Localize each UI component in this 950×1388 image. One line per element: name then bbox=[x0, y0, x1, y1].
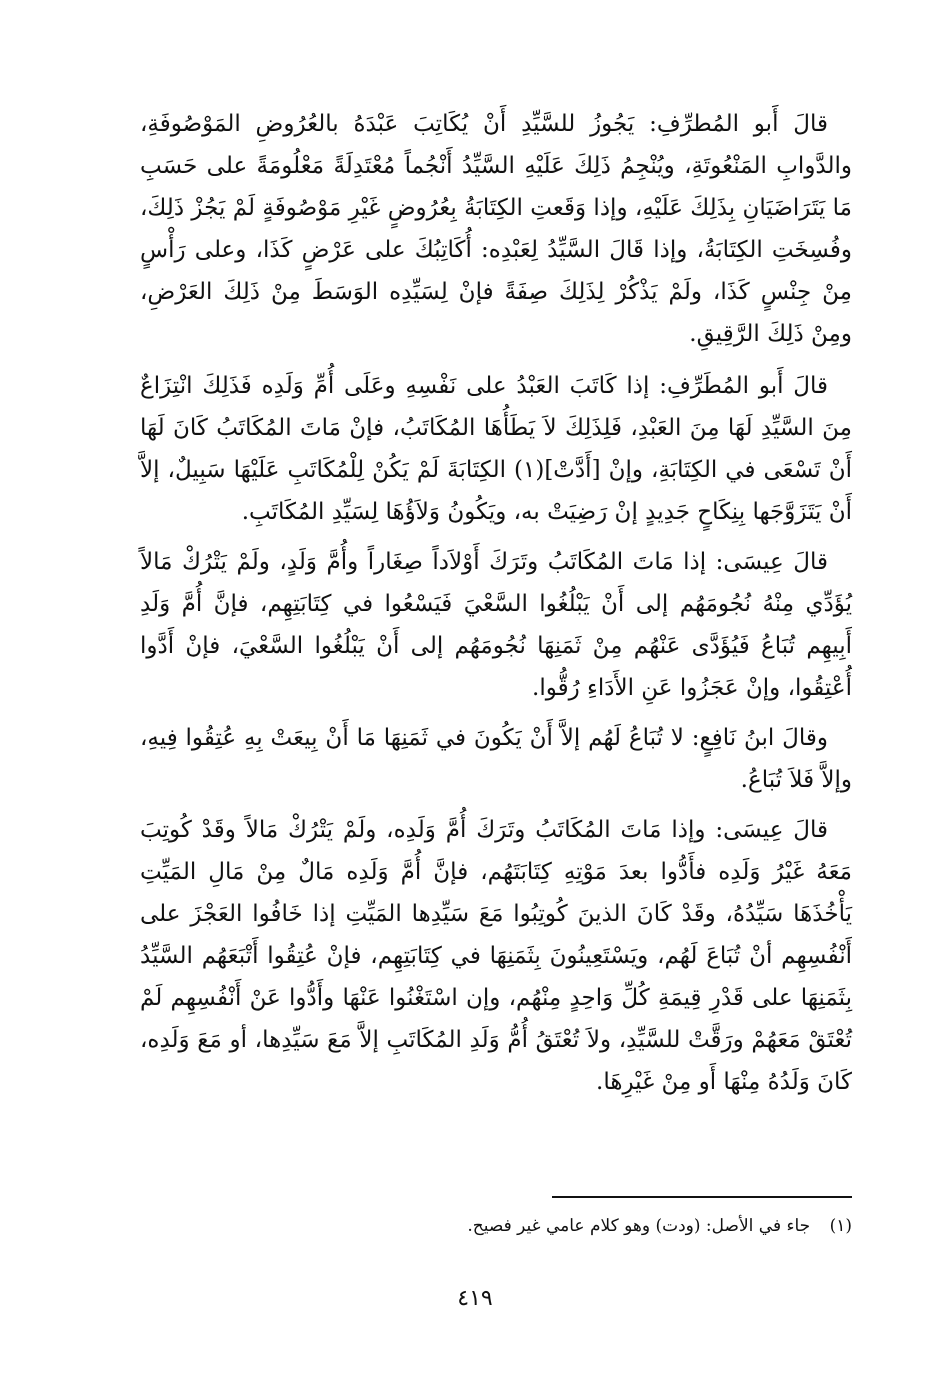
main-text bbox=[140, 103, 852, 1111]
footnote bbox=[140, 1212, 852, 1240]
page-number: ٤١٩ bbox=[457, 1286, 493, 1311]
footnote-text: جاء في الأصل: (ودت) وهو كلام عامي غير فصيح. bbox=[467, 1216, 811, 1236]
footnote-number: (١) bbox=[829, 1216, 852, 1236]
paragraph-abu-al-mutarrif-1: قالَ أَبو المُطرِّفِ: يَجُوزُ للسَّيِّدِ أَنْ يُكَاتِبَ عَبْدَهُ بالعُرُوضِ المَوْصُوفَةِ، والدَّوابِ المَنْعُوتَةِ، ويُنْجِمُ ذَلِكَ عَلَيْهِ السَّيِّدُ أَنْجُماً مُعْتَدِلَةً مَعْلُومَةً على حَسَبِ مَا يَتَرَاضَيَانِ بِذَلِكَ عَلَيْهِ، وإذا وَقَعتِ الكِتَابَةُ بِعُرُوضٍ غَيْرِ مَوْصُوفَةٍ لَمْ يَجُزْ ذَلِكَ، وفُسِخَتِ الكِتَابَةُ، وإذا قَالَ السَّيِّدُ لِعَبْدِه: أُكَاتِبُكَ على عَرْضٍ كَذَا، وعلى رَأْسٍ مِنْ جِنْسٍ كَذَا، ولَمْ يَذْكُرْ لِذَلِكَ صِفَةً فإنْ لِسَيِّدِه الوَسَطَ مِنْ ذَلِكَ العَرْضِ، ومِنْ ذَلِكَ الرَّقِيقِ. bbox=[140, 111, 852, 347]
paragraph-isa-2: قالَ عِيسَى: وإذا مَاتَ المُكَاتَبُ وتَرَكَ أُمَّ وَلَدِه، ولَمْ يَتْرُكْ مَالاً وقَدْ كُوتِبَ مَعَهُ غَيْرُ وَلَدِه فأَدُّوا بعدَ مَوْتِهِ كِتَابَتَهُم، فإنَّ أُمَّ وَلَدِه مَالٌ مِنْ مَالِ المَيِّتِ يَأْخُذَهَا سَيِّدُهُ، وقَدْ كَانَ الذينَ كُوتِبُوا مَعَ سَيِّدِها المَيِّتِ إذا خَافُوا العَجْزَ على أَنْفُسِهِم أنْ تُبَاعَ لَهُم، ويَسْتَعِينُونَ بِثَمَنِهَا في كِتَابَتِهِم، فإنْ عُتِقُوا أَتْبَعَهُم السَّيِّدُ بِثَمَنِهَا على قَدْرِ قِيمَةِ كُلِّ وَاحِدٍ مِنْهُم، وإن اسْتَغْنُوا عَنْهَا وأَدُّوا عَنْ أَنْفُسِهِم لَمْ تُعْتَقْ مَعَهُمْ ورَقَّتْ للسَّيِّدِ، ولاَ تُعْتَقُ أُمُّ وَلَدِ المُكَاتَبِ إلاَّ مَعَ سَيِّدِها، أو مَعَ وَلَدِه، كَانَ وَلَدُهُ مِنْهَا أَو مِنْ غَيْرِهَا. bbox=[140, 817, 852, 1095]
paragraph-ibn-nafi: وقالَ ابنُ نَافِعٍ: لا تُبَاعُ لَهُم إلاَّ أَنْ يَكُونَ في ثَمَنِهَا مَا أَنْ بِيعَتْ بِهِ عُتِقُوا فِيهِ، وإلاَّ فَلاَ تُبَاعُ. bbox=[140, 725, 852, 793]
paragraph-abu-al-mutarrif-2: قالَ أَبو المُطَرِّفِ: إذا كَاتَبَ العَبْدُ على نَفْسِهِ وعَلَى أُمِّ وَلَدِه فَذَلِكَ انْتِزَاعٌ مِنَ السَّيِّدِ لَهَا مِنَ العَبْدِ، فَلِذَلِكَ لاَ يَطَأُهَا المُكَاتَبُ، فإنْ مَاتَ المُكَاتَبُ كَانَ لَهَا أَنْ تَسْعَى في الكِتَابَةِ، وإنْ [أَدَّتْ](١) الكِتَابَةَ لَمْ يَكُنْ لِلْمُكَاتَبِ عَلَيْهَا سَبِيلٌ، إلاَّ أَنْ يَتَزَوَّجَها بِنِكَاحٍ جَدِيدٍ إنْ رَضِيَتْ به، ويَكُونُ وَلاَؤُهَا لِسَيِّدِ المُكَاتَبِ. bbox=[140, 373, 852, 525]
footnote-divider bbox=[552, 1196, 852, 1198]
paragraph-isa-1: قالَ عِيسَى: إذا مَاتَ المُكَاتَبُ وتَرَكَ أَوْلاَداً صِغَاراً وأُمَّ وَلَدٍ، ولَمْ يَتْرُكْ مَالاً يُؤَدِّي مِنْهُ نُجُومَهُم إلى أَنْ يَبْلُغُوا السَّعْيَ فَيَسْعُوا في كِتَابَتِهِم، فإنَّ أُمَّ وَلَدِ أَبِيهِم تُبَاعُ فَيُؤَدَّى عَنْهُم مِنْ ثَمَنِهَا نُجُومَهُم إلى أَنْ يَبْلُغُوا السَّعْيَ، فإنْ أَدَّوا أُعْتِقُوا، وإنْ عَجَزُوا عَنِ الأَدَاءِ رُقُّوا. bbox=[140, 549, 852, 701]
